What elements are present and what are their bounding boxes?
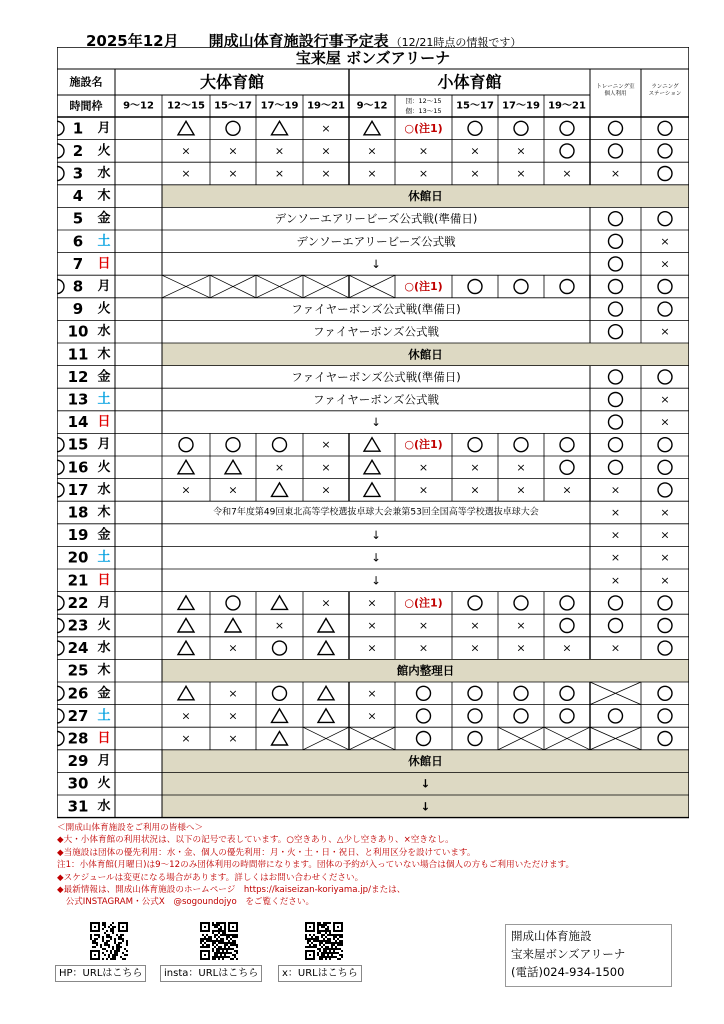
full-mark: × bbox=[470, 144, 480, 158]
full-mark: × bbox=[660, 551, 670, 565]
available-circle-mark bbox=[468, 596, 482, 610]
full-mark: × bbox=[470, 483, 480, 497]
available-circle-mark bbox=[658, 483, 672, 497]
time-slot-label: 9～12 bbox=[356, 100, 388, 112]
time-slot-label: 団：12～15 bbox=[405, 97, 442, 105]
full-mark: × bbox=[610, 641, 621, 655]
large-gym-heading: 大体育館 bbox=[199, 72, 265, 92]
day-number: 31 bbox=[67, 797, 89, 816]
available-circle-mark bbox=[609, 280, 623, 294]
full-mark: × bbox=[274, 144, 285, 158]
weekday-label: 金 bbox=[97, 369, 111, 385]
day-number: 15 bbox=[67, 435, 89, 454]
day-number: 17 bbox=[67, 480, 89, 499]
full-mark: × bbox=[660, 506, 670, 519]
full-mark: × bbox=[181, 732, 191, 745]
contact-arena: 宝来屋ボンズアリーナ bbox=[511, 947, 626, 961]
day-number: 28 bbox=[67, 729, 89, 748]
available-circle-mark bbox=[57, 641, 64, 655]
available-circle-mark bbox=[609, 257, 623, 271]
available-circle-mark bbox=[560, 596, 574, 610]
day-number: 30 bbox=[67, 774, 89, 793]
weekday-label: 木 bbox=[97, 505, 111, 520]
full-mark: × bbox=[516, 167, 526, 180]
full-mark: × bbox=[610, 483, 621, 497]
day-number: 22 bbox=[67, 593, 89, 612]
full-mark: × bbox=[418, 483, 429, 497]
available-circle-mark bbox=[658, 709, 672, 723]
weekday-label: 水 bbox=[97, 482, 111, 498]
qr-code-insta-icon[interactable] bbox=[200, 922, 238, 960]
weekday-label: 月 bbox=[97, 753, 111, 769]
day-number: 3 bbox=[72, 164, 84, 183]
available-circle-mark bbox=[609, 438, 623, 452]
full-mark: × bbox=[367, 709, 377, 723]
contact-box bbox=[505, 924, 672, 987]
available-circle-mark bbox=[609, 370, 623, 384]
event-band-text: 館内整理日 bbox=[396, 663, 455, 678]
limited-triangle-mark bbox=[178, 686, 194, 700]
available-circle-mark bbox=[609, 709, 623, 723]
event-band-text: デンソーエアリービーズ公式戦(準備日) bbox=[274, 211, 478, 226]
available-circle-mark bbox=[468, 438, 482, 452]
weekday-label: 水 bbox=[97, 324, 111, 340]
weekday-label: 木 bbox=[97, 346, 111, 362]
available-circle-mark bbox=[609, 302, 623, 316]
event-band-text: ファイヤーボンズ公式戦 bbox=[313, 392, 439, 407]
day-number: 21 bbox=[67, 571, 89, 590]
weekday-label: 火 bbox=[97, 143, 111, 159]
full-mark: × bbox=[321, 167, 331, 180]
full-mark: × bbox=[228, 709, 238, 723]
available-circle-mark bbox=[609, 415, 623, 429]
day-number: 7 bbox=[72, 254, 84, 273]
full-mark: × bbox=[418, 619, 429, 632]
limited-triangle-mark bbox=[318, 709, 334, 723]
time-slot-label: 9～12 bbox=[123, 100, 154, 112]
available-circle-mark bbox=[609, 212, 623, 226]
event-band-text: 休館日 bbox=[408, 347, 443, 362]
event-band-text: 令和7年度第49回東北高等学校選抜卓球大会兼第53回全国高等学校選抜卓球大会 bbox=[213, 507, 539, 518]
available-circle-mark bbox=[57, 460, 64, 474]
available-circle-mark bbox=[560, 280, 574, 294]
weekday-label: 日 bbox=[97, 414, 111, 430]
weekday-label: 月 bbox=[97, 437, 111, 453]
available-circle-mark bbox=[514, 438, 528, 452]
limited-triangle-mark bbox=[364, 438, 380, 452]
full-mark: × bbox=[228, 641, 238, 655]
full-mark: × bbox=[321, 596, 331, 610]
event-band-text: ↓ bbox=[420, 776, 431, 791]
full-mark: × bbox=[610, 167, 621, 180]
time-slot-label: 19～21 bbox=[548, 100, 586, 112]
limited-triangle-mark bbox=[178, 596, 194, 610]
full-mark: × bbox=[470, 167, 480, 180]
available-circle-mark bbox=[417, 709, 431, 723]
limited-triangle-mark bbox=[225, 460, 241, 474]
title-note: （12/21時点の情報です） bbox=[390, 36, 522, 49]
contact-phone: (電話)024-934-1500 bbox=[511, 965, 625, 979]
time-slot-label: 15～17 bbox=[214, 100, 252, 112]
weekday-label: 水 bbox=[97, 166, 111, 181]
available-circle-mark bbox=[273, 686, 287, 700]
full-mark: × bbox=[321, 144, 331, 158]
full-mark: × bbox=[562, 641, 572, 655]
available-circle-mark bbox=[57, 709, 64, 723]
time-slot-label: 15～17 bbox=[456, 100, 494, 112]
full-mark: × bbox=[516, 460, 526, 474]
available-circle-mark bbox=[560, 438, 574, 452]
event-band-text: 休館日 bbox=[408, 189, 443, 204]
day-number: 14 bbox=[67, 413, 89, 432]
weekday-label: 金 bbox=[97, 685, 111, 701]
available-circle-mark bbox=[226, 121, 240, 135]
qr-pattern bbox=[90, 922, 128, 960]
event-band-text: ↓ bbox=[371, 528, 381, 543]
note-line: ◆最新情報は、開成山体育施設のホームページ https://kaiseizan-koriyama.jp/または、 bbox=[57, 885, 406, 896]
weekday-label: 木 bbox=[97, 188, 111, 204]
weekday-label: 火 bbox=[97, 776, 111, 792]
available-circle-mark bbox=[609, 144, 623, 158]
weekday-label: 月 bbox=[97, 595, 111, 611]
full-mark: × bbox=[367, 619, 377, 632]
limited-triangle-mark bbox=[364, 460, 380, 474]
hp-url-link[interactable]: HP：URLはこちら bbox=[55, 965, 146, 982]
full-mark: × bbox=[181, 167, 191, 180]
weekday-label: 日 bbox=[97, 731, 111, 746]
qr-pattern bbox=[200, 922, 238, 960]
full-mark: × bbox=[470, 641, 480, 655]
limited-triangle-mark bbox=[178, 641, 194, 655]
limited-triangle-mark bbox=[364, 483, 380, 497]
available-circle-mark bbox=[560, 619, 574, 633]
limited-triangle-mark bbox=[364, 121, 380, 135]
available-circle-mark bbox=[658, 144, 672, 158]
event-band-text: ファイヤーボンズ公式戦(準備日) bbox=[291, 369, 461, 384]
available-circle-mark bbox=[57, 280, 64, 294]
available-circle-mark bbox=[226, 438, 240, 452]
full-mark: × bbox=[181, 709, 191, 723]
day-number: 1 bbox=[72, 119, 84, 138]
insta-url-link[interactable]: insta：URLはこちら bbox=[160, 965, 262, 982]
available-circle-mark bbox=[57, 686, 64, 700]
full-mark: × bbox=[660, 325, 670, 339]
available-circle-mark bbox=[57, 121, 64, 135]
available-circle-mark bbox=[658, 280, 672, 294]
available-circle-mark bbox=[560, 144, 574, 158]
full-mark: × bbox=[470, 460, 480, 474]
full-mark: × bbox=[610, 506, 621, 519]
available-circle-mark bbox=[658, 732, 672, 746]
available-circle-mark bbox=[560, 121, 574, 135]
full-mark: × bbox=[228, 144, 238, 158]
limited-triangle-mark bbox=[178, 121, 194, 135]
weekday-label: 土 bbox=[97, 550, 111, 566]
full-mark: × bbox=[418, 144, 429, 158]
qr-code-hp-icon[interactable] bbox=[90, 922, 128, 960]
full-mark: × bbox=[321, 483, 331, 497]
schedule-table bbox=[57, 47, 689, 819]
full-mark: × bbox=[321, 460, 331, 474]
training-room-label: トレーニング室 bbox=[596, 84, 635, 90]
note-line: ＜開成山体育施設をご利用の皆様へ＞ bbox=[57, 823, 204, 833]
time-slot-label: 17～19 bbox=[260, 100, 299, 112]
time-slot-label: 17～19 bbox=[502, 100, 540, 112]
note-marker: ○(注1) bbox=[404, 438, 443, 452]
full-mark: × bbox=[562, 483, 572, 497]
event-band-text: ファイヤーボンズ公式戦(準備日) bbox=[291, 302, 461, 317]
note-line: 注1：小体育館(月曜日)は9～12のみ団体利用の時間帯になります。団体の予約が入っていない場合は個人の方もご利用いただけます。 bbox=[57, 860, 575, 871]
limited-triangle-mark bbox=[272, 732, 288, 746]
facility-label: 施設名 bbox=[69, 75, 103, 89]
full-mark: × bbox=[610, 573, 621, 587]
full-mark: × bbox=[470, 619, 480, 632]
full-mark: × bbox=[367, 167, 377, 180]
full-mark: × bbox=[274, 167, 285, 180]
full-mark: × bbox=[562, 167, 572, 180]
time-slot-label: 19～21 bbox=[307, 100, 345, 112]
full-mark: × bbox=[321, 121, 331, 135]
full-mark: × bbox=[660, 528, 670, 542]
note-line: 公式INSTAGRAM・公式X @sogoundojyo をご覧ください。 bbox=[57, 897, 315, 908]
x-url-link[interactable]: x：URLはこちら bbox=[278, 965, 362, 982]
day-number: 26 bbox=[67, 684, 89, 703]
full-mark: × bbox=[321, 438, 331, 452]
event-band-text: ↓ bbox=[371, 573, 381, 588]
available-circle-mark bbox=[468, 709, 482, 723]
weekday-label: 金 bbox=[97, 527, 111, 543]
venue-name: 宝来屋 ボンズアリーナ bbox=[295, 49, 451, 67]
full-mark: × bbox=[367, 641, 377, 655]
running-station-label: ステーション bbox=[648, 91, 682, 97]
day-number: 16 bbox=[67, 458, 89, 477]
available-circle-mark bbox=[57, 619, 64, 633]
limited-triangle-mark bbox=[318, 619, 334, 633]
note-marker: ○(注1) bbox=[404, 121, 443, 135]
day-number: 5 bbox=[72, 209, 84, 228]
available-circle-mark bbox=[560, 686, 574, 700]
limited-triangle-mark bbox=[318, 686, 334, 700]
schedule-grid bbox=[57, 47, 689, 819]
weekday-label: 火 bbox=[97, 618, 111, 633]
full-mark: × bbox=[610, 528, 621, 542]
weekday-label: 月 bbox=[97, 120, 111, 136]
limited-triangle-mark bbox=[178, 460, 194, 474]
limited-triangle-mark bbox=[272, 121, 288, 135]
contact-facility: 開成山体育施設 bbox=[511, 929, 592, 943]
weekday-label: 土 bbox=[97, 392, 111, 407]
full-mark: × bbox=[228, 686, 238, 700]
full-mark: × bbox=[660, 573, 670, 587]
training-room-label: 個人利用 bbox=[604, 91, 627, 97]
weekday-label: 日 bbox=[97, 256, 111, 272]
full-mark: × bbox=[228, 483, 238, 497]
available-circle-mark bbox=[468, 121, 482, 135]
available-circle-mark bbox=[468, 280, 482, 294]
qr-pattern bbox=[305, 922, 343, 960]
full-mark: × bbox=[516, 144, 526, 158]
full-mark: × bbox=[660, 257, 670, 271]
available-circle-mark bbox=[57, 483, 64, 497]
available-circle-mark bbox=[609, 121, 623, 135]
day-number: 6 bbox=[72, 232, 84, 251]
time-label: 時間枠 bbox=[69, 99, 103, 113]
full-mark: × bbox=[228, 732, 238, 745]
available-circle-mark bbox=[468, 732, 482, 746]
full-mark: × bbox=[228, 167, 238, 180]
full-mark: × bbox=[181, 483, 191, 497]
weekday-label: 月 bbox=[97, 279, 111, 294]
available-circle-mark bbox=[658, 596, 672, 610]
weekday-label: 土 bbox=[97, 708, 111, 724]
available-circle-mark bbox=[658, 370, 672, 384]
full-mark: × bbox=[418, 460, 429, 474]
day-number: 10 bbox=[67, 322, 89, 341]
available-circle-mark bbox=[609, 393, 623, 407]
available-circle-mark bbox=[658, 167, 672, 181]
full-mark: × bbox=[367, 144, 377, 158]
weekday-label: 水 bbox=[97, 640, 111, 656]
day-number: 20 bbox=[67, 548, 89, 567]
day-number: 13 bbox=[67, 390, 89, 409]
limited-triangle-mark bbox=[225, 619, 241, 633]
limited-triangle-mark bbox=[272, 483, 288, 497]
available-circle-mark bbox=[57, 167, 64, 181]
day-number: 2 bbox=[72, 141, 84, 160]
event-band-text: ↓ bbox=[371, 550, 381, 565]
title-main: 2025年12月 開成山体育施設行事予定表 bbox=[86, 32, 389, 50]
available-circle-mark bbox=[468, 686, 482, 700]
time-slot-label: 12～15 bbox=[167, 100, 205, 112]
available-circle-mark bbox=[514, 686, 528, 700]
day-number: 4 bbox=[72, 187, 84, 206]
running-station-label: ランニング bbox=[651, 84, 679, 90]
day-number: 24 bbox=[67, 639, 89, 658]
event-band-text: ↓ bbox=[371, 415, 381, 430]
note-marker: ○(注1) bbox=[404, 280, 443, 293]
full-mark: × bbox=[660, 415, 670, 429]
day-number: 9 bbox=[72, 300, 84, 319]
available-circle-mark bbox=[609, 619, 623, 633]
available-circle-mark bbox=[609, 596, 623, 610]
event-band-text: ↓ bbox=[420, 799, 431, 814]
day-number: 8 bbox=[72, 277, 84, 296]
available-circle-mark bbox=[57, 732, 64, 746]
event-band-text: ↓ bbox=[371, 256, 381, 271]
small-gym-heading: 小体育館 bbox=[437, 72, 502, 92]
full-mark: × bbox=[274, 619, 285, 632]
limited-triangle-mark bbox=[178, 619, 194, 633]
weekday-label: 火 bbox=[97, 301, 111, 317]
day-number: 19 bbox=[67, 526, 89, 545]
note-line: ◆大・小体育館の利用状況は、以下の記号で表しています。○空きあり、△少し空きあり、×空きなし。 bbox=[57, 835, 454, 846]
limited-triangle-mark bbox=[272, 596, 288, 610]
weekday-label: 金 bbox=[97, 211, 111, 227]
day-number: 29 bbox=[67, 752, 89, 771]
full-mark: × bbox=[660, 393, 670, 406]
qr-code-x-icon[interactable] bbox=[305, 922, 343, 960]
event-band-text: 休館日 bbox=[408, 754, 443, 769]
full-mark: × bbox=[181, 144, 191, 158]
available-circle-mark bbox=[658, 460, 672, 474]
weekday-label: 木 bbox=[97, 663, 111, 679]
full-mark: × bbox=[274, 460, 285, 474]
available-circle-mark bbox=[514, 596, 528, 610]
full-mark: × bbox=[516, 641, 526, 655]
available-circle-mark bbox=[609, 460, 623, 474]
available-circle-mark bbox=[658, 619, 672, 633]
available-circle-mark bbox=[658, 212, 672, 226]
available-circle-mark bbox=[658, 686, 672, 700]
day-number: 12 bbox=[67, 367, 89, 386]
available-circle-mark bbox=[658, 302, 672, 316]
available-circle-mark bbox=[514, 709, 528, 723]
day-number: 11 bbox=[67, 345, 89, 364]
full-mark: × bbox=[610, 551, 621, 565]
available-circle-mark bbox=[417, 686, 431, 700]
available-circle-mark bbox=[226, 596, 240, 610]
event-band-text: デンソーエアリービーズ公式戦 bbox=[296, 234, 456, 249]
weekday-label: 火 bbox=[97, 459, 111, 475]
note-line: ◆スケジュールは変更になる場合があります。詳しくはお問い合わせください。 bbox=[57, 872, 364, 883]
available-circle-mark bbox=[609, 234, 623, 248]
limited-triangle-mark bbox=[272, 709, 288, 723]
full-mark: × bbox=[418, 641, 429, 655]
available-circle-mark bbox=[57, 144, 64, 158]
full-mark: × bbox=[367, 596, 377, 610]
available-circle-mark bbox=[417, 732, 431, 746]
full-mark: × bbox=[367, 686, 377, 700]
full-mark: × bbox=[660, 234, 670, 248]
note-line: ◆当施設は団体の優先利用：水・金、個人の優先利用：月・火・土・日・祝日、と利用区分を設けています。 bbox=[57, 847, 476, 858]
available-circle-mark bbox=[560, 460, 574, 474]
available-circle-mark bbox=[514, 121, 528, 135]
available-circle-mark bbox=[514, 280, 528, 294]
available-circle-mark bbox=[560, 709, 574, 723]
full-mark: × bbox=[516, 483, 526, 497]
available-circle-mark bbox=[273, 641, 287, 655]
available-circle-mark bbox=[57, 596, 64, 610]
weekday-label: 日 bbox=[97, 572, 111, 588]
notes-section bbox=[57, 822, 717, 909]
event-band-text: ファイヤーボンズ公式戦 bbox=[313, 324, 439, 339]
note-marker: ○(注1) bbox=[404, 596, 443, 610]
day-number: 18 bbox=[67, 503, 89, 522]
available-circle-mark bbox=[609, 325, 623, 339]
weekday-label: 土 bbox=[97, 233, 111, 249]
limited-triangle-mark bbox=[318, 641, 334, 655]
time-slot-label: 個：13～15 bbox=[405, 107, 442, 115]
weekday-label: 水 bbox=[97, 798, 111, 814]
full-mark: × bbox=[418, 167, 429, 180]
available-circle-mark bbox=[179, 438, 193, 452]
available-circle-mark bbox=[658, 641, 672, 655]
available-circle-mark bbox=[658, 438, 672, 452]
day-number: 27 bbox=[67, 706, 89, 725]
available-circle-mark bbox=[273, 438, 287, 452]
day-number: 25 bbox=[67, 661, 89, 680]
full-mark: × bbox=[516, 619, 526, 632]
available-circle-mark bbox=[658, 121, 672, 135]
available-circle-mark bbox=[57, 438, 64, 452]
day-number: 23 bbox=[67, 616, 89, 635]
